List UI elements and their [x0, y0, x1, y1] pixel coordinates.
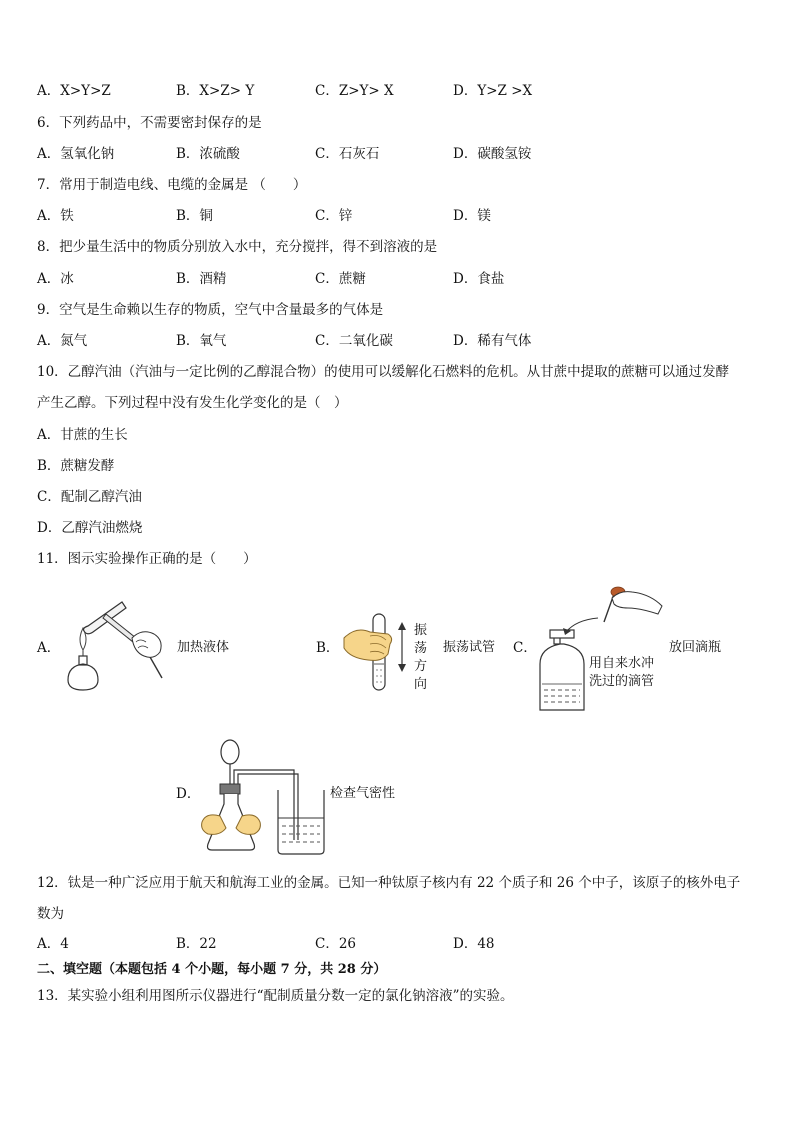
q7-option-c: C．锌 — [315, 208, 353, 224]
q8-option-a: A．冰 — [37, 271, 74, 287]
q12-option-d: D．48 — [453, 936, 495, 952]
shake-direction-char-1: 振 — [414, 623, 428, 638]
q7-option-b: B．铜 — [176, 208, 213, 224]
q11-fig-c-note-line1: 用自来水冲 — [589, 656, 655, 671]
q13-stem: 13．某实验小组利用图所示仪器进行“配制质量分数一定的氯化钠溶液”的实验。 — [37, 988, 514, 1004]
q12-option-a: A．4 — [37, 936, 69, 952]
q11-fig-a-caption: 加热液体 — [177, 640, 230, 655]
q10-option-b: B．蔗糖发酵 — [37, 458, 115, 474]
q10-option-d: D．乙醇汽油燃烧 — [37, 520, 143, 536]
section-2-heading: 二、填空题（本题包括 4 个小题，每小题 7 分，共 28 分） — [37, 962, 387, 977]
q11-fig-c-note-line2: 洗过的滴管 — [589, 674, 655, 689]
q10-option-a: A．甘蔗的生长 — [37, 427, 128, 443]
q11-fig-c-letter: C． — [513, 640, 537, 656]
q7-option-d: D．镁 — [453, 208, 491, 224]
shaking-test-tube-figure — [340, 612, 410, 698]
q11-fig-a-letter: A． — [37, 640, 61, 656]
q9-option-b: B．氧气 — [176, 333, 227, 349]
airtightness-check-figure — [196, 732, 332, 858]
q5-option-a: A．X>Y>Z — [37, 83, 111, 99]
q10-stem-line2: 产生乙醇。下列过程中没有发生化学变化的是（ ） — [37, 395, 348, 411]
q12-option-c: C．26 — [315, 936, 357, 952]
q5-option-d: D．Y>Z >X — [453, 83, 533, 99]
q8-stem: 8．把少量生活中的物质分别放入水中，充分搅拌，得不到溶液的是 — [37, 239, 438, 255]
q12-stem-line2: 数为 — [37, 906, 64, 922]
q11-fig-d-letter: D． — [176, 786, 201, 802]
q9-option-c: C．二氧化碳 — [315, 333, 393, 349]
q12-option-b: B．22 — [176, 936, 217, 952]
q11-fig-d-caption: 检查气密性 — [330, 786, 396, 801]
q12-stem-line1: 12．钛是一种广泛应用于航天和航海工业的金属。已知一种钛原子核内有 22 个质子和 26 个中子，该原子的核外电子 — [37, 875, 741, 891]
q6-option-a: A．氢氧化钠 — [37, 146, 115, 162]
q10-option-c: C．配制乙醇汽油 — [37, 489, 142, 505]
q11-fig-b-letter: B． — [316, 640, 340, 656]
shake-direction-char-4: 向 — [414, 677, 428, 692]
q7-stem: 7．常用于制造电线、电缆的金属是 （ ） — [37, 177, 307, 193]
q11-fig-c-caption: 放回滴瓶 — [669, 640, 722, 655]
q8-option-c: C．蔗糖 — [315, 271, 366, 287]
q5-option-c: C．Z>Y> X — [315, 83, 394, 99]
heating-liquid-figure — [60, 598, 170, 698]
dropper-bottle-figure — [536, 586, 668, 714]
shake-direction-label — [414, 622, 428, 694]
shake-direction-char-2: 荡 — [414, 641, 428, 656]
shake-direction-char-3: 方 — [414, 659, 428, 674]
q7-option-a: A．铁 — [37, 208, 74, 224]
q6-option-b: B．浓硫酸 — [176, 146, 240, 162]
q5-option-b: B．X>Z> Y — [176, 83, 255, 99]
q11-stem: 11．图示实验操作正确的是（ ） — [37, 551, 257, 567]
q8-option-b: B．酒精 — [176, 271, 227, 287]
q8-option-d: D．食盐 — [453, 271, 505, 287]
q10-stem-line1: 10．乙醇汽油（汽油与一定比例的乙醇混合物）的使用可以缓解化石燃料的危机。从甘蔗中提取的蔗糖可以通过发酵 — [37, 364, 730, 380]
q6-option-d: D．碳酸氢铵 — [453, 146, 532, 162]
q9-option-a: A．氮气 — [37, 333, 88, 349]
q11-fig-b-caption: 振荡试管 — [443, 640, 496, 655]
q6-option-c: C．石灰石 — [315, 146, 380, 162]
q9-stem: 9．空气是生命赖以生存的物质，空气中含量最多的气体是 — [37, 302, 384, 318]
q9-option-d: D．稀有气体 — [453, 333, 532, 349]
q6-stem: 6．下列药品中，不需要密封保存的是 — [37, 115, 262, 131]
